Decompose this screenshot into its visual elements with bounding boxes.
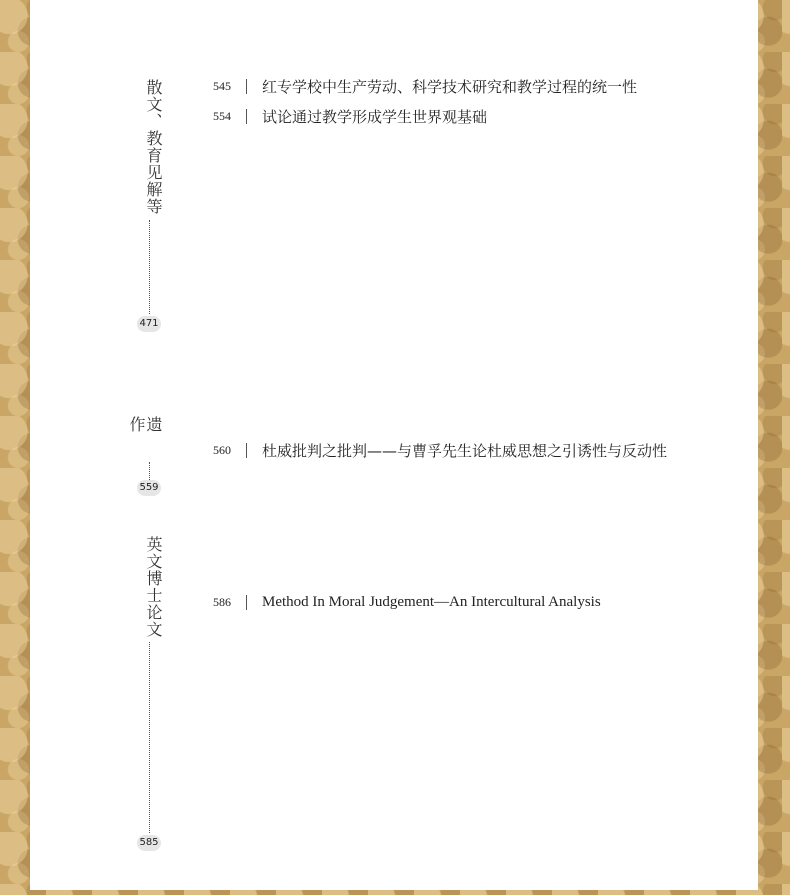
section-title-dissertation: 英文博士论文 [144, 536, 163, 638]
toc-entry-title: Method In Moral Judgement—An Intercultural Analysis [262, 593, 601, 610]
section-leader-essays [149, 220, 150, 314]
toc-entry-page: 560 [213, 442, 231, 457]
section-title-essays: 散文、教育见解等 [144, 79, 163, 215]
toc-entry-page: 554 [213, 108, 231, 123]
toc-entry-divider [246, 443, 247, 458]
toc-entry[interactable] [213, 441, 667, 459]
toc-entry-page: 586 [213, 594, 231, 609]
toc-entry[interactable] [213, 593, 601, 611]
section-title-posthumous: 遗作 [127, 415, 163, 449]
toc-entry[interactable] [213, 77, 637, 95]
toc-entry-title: 红专学校中生产劳动、科学技术研究和教学过程的统一性 [262, 77, 638, 96]
page-paper [30, 0, 758, 890]
toc-entry-title: 试论通过教学形成学生世界观基础 [262, 107, 488, 126]
section-page-badge-essays: 471 [137, 316, 161, 332]
section-page-badge-dissertation: 585 [137, 835, 161, 851]
toc-entry-divider [246, 109, 247, 124]
section-leader-posthumous [149, 462, 150, 480]
toc-entry[interactable] [213, 107, 487, 125]
section-leader-dissertation [149, 642, 150, 833]
section-page-badge-posthumous: 559 [137, 480, 161, 496]
toc-entry-divider [246, 595, 247, 610]
toc-entry-title: 杜威批判之批判——与曹孚先生论杜威思想之引诱性与反动性 [262, 441, 668, 460]
toc-entry-divider [246, 79, 247, 94]
toc-entry-page: 545 [213, 78, 231, 93]
